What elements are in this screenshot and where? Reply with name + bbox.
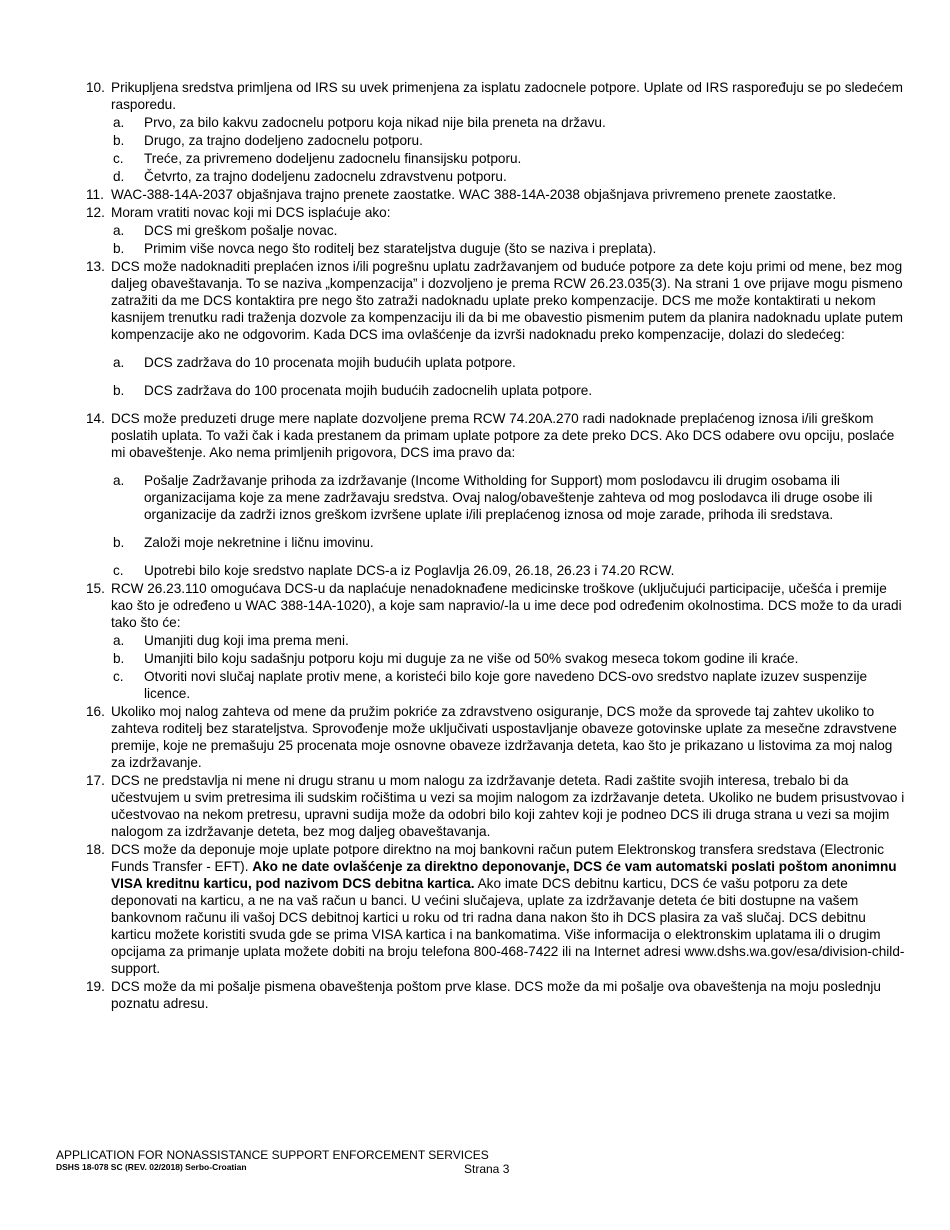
item-number: 13. [86,259,105,274]
form-title: APPLICATION FOR NONASSISTANCE SUPPORT ENFORCEMENT SERVICES [56,1148,489,1162]
item-text: DCS ne predstavlja ni mene ni drugu stranu u mom nalogu za izdržavanje deteta. Radi zaštite svojih interesa, trebalo bi da učestvujem u svim pretresima ili sudskim ročištima u vezi sa mojim nalogom za izdržavanje deteta. Ukoliko ne budem prisustvovao i učestvovao na nekom pretresu, upravni sudija može da odobri bilo koji zahtev koji je podneo DCS ili druga strana u vezi sa mojim nalogom za izdržavanje deteta, bez mog daljeg obaveštavanja. [111,773,905,839]
bold-notice: Ako ne date ovlašćenje za direktno deponovanje, DCS će vam automatski poslati poštom anonimnu VISA kreditnu karticu, pod nazivom DCS debitna kartica. [111,859,897,891]
item-number: 19. [86,979,105,994]
list-item-11 [86,186,906,203]
sub-item: b. Drugo, za trajno dodeljeno zadocnelu potporu. [113,133,423,148]
list-item-19 [86,978,906,1012]
page-number: Strana 3 [464,1162,510,1176]
sub-item: a. DCS zadržava do 10 procenata mojih budućih uplata potpore. [113,355,516,370]
item-number: 11. [86,187,104,202]
sub-item: a. DCS mi greškom pošalje novac. [113,223,338,238]
item-text: DCS može da mi pošalje pismena obaveštenja poštom prve klase. DCS može da mi pošalje ova obaveštenja na moju poslednju poznatu adresu. [111,979,881,1011]
item-text: Ukoliko moj nalog zahteva od mene da pružim pokriće za zdravstveno osiguranje, DCS može da sprovede taj zahtev ukoliko to zahteva roditelj bez starateljstva. Sprovođenje može uključivati uspostavljanje obaveze gotovinske uplate za mesečne zdravstvene premije, koje ne premašuju 25 procenata moje osnovne obaveze izdržavanja deteta, kao što je prikazano u listovima za moj nalog za izdržavanje. [111,704,897,770]
item-text: WAC-388-14A-2037 objašnjava trajno prenete zaostatke. WAC 388-14A-2038 objašnjava privremeno prenete zaostatke. [111,187,837,202]
item-number: 12. [86,205,105,220]
sub-item: c. Upotrebi bilo koje sredstvo naplate DCS-a iz Poglavlja 26.09, 26.18, 26.23 i 74.20 RCW. [113,563,675,578]
sub-item: c. Otvoriti novi slučaj naplate protiv mene, a koristeći bilo koje gore navedeno DCS-ovo sredstvo naplate izuzev suspenzije licence. [113,669,868,701]
sub-item: b. Umanjiti bilo koju sadašnju potporu koju mi duguje za ne više od 50% svakog meseca tokom godine ili kraće. [113,651,799,666]
item-text: DCS može preduzeti druge mere naplate dozvoljene prema RCW 74.20A.270 radi nadoknade preplaćenog iznosa i/ili greškom poslatih uplata. To važi čak i kada prestanem da primam uplate potpore za dete preko DCS. Ako DCS odabere ovu opciju, poslaće mi obaveštenje. Ako nema primljenih prigovora, DCS ima pravo da: [111,411,895,460]
sub-item: c. Treće, za privremeno dodeljenu zadocnelu finansijsku potporu. [113,151,522,166]
item-number: 14. [86,411,105,426]
page-footer [56,1148,656,1173]
sub-item: a. Pošalje Zadržavanje prihoda za izdržavanje (Income Witholding for Support) mom poslodavcu ili drugim osobama ili organizacijama koje za mene zadržavaju sredstva. Ovaj nalog/obaveštenje zahteva od mog poslodavca ili druge osobe ili organizacije da zadrži iznos greškom izvršene uplate i/ili preplaćenog iznosa od moje zarade, prihoda ili sredstava. [113,473,873,522]
list-item-18 [86,841,906,977]
item-text: DCS može da deponuje moje uplate potpore direktno na moj bankovni račun putem Elektronskog transfera sredstava (Electronic Funds Transfer - EFT). Ako ne date ovlašćenje za direktno deponovanje, DCS će vam automatski poslati poštom anonimnu VISA kreditnu karticu, pod nazivom DCS debitna kartica. Ako imate DCS debitnu karticu, DCS će vašu potporu za dete deponovati na karticu, a ne na vaš račun u banci. U većini slučajeva, uplate za izdržavanje deteta će biti dostupne na vašem bankovnom računu ili vašoj DCS debitnoj kartici u roku od tri radna dana nakon što ih DCS plasira za vaš slučaj. DCS debitnu karticu možete koristiti svuda gde se prima VISA kartica i na bankomatima. Više informacija o elektronskim uplatama ili o drugim opcijama za primanje uplata možete dobiti na broju telefona 800-468-7422 ili na Internet adresi www.dshs.wa.gov/esa/division-child-support. [111,842,905,976]
list-item-14 [86,410,906,461]
item-text: DCS može nadoknaditi preplaćen iznos i/ili pogrešnu uplatu zadržavanjem od buduće potpore za dete koju primi od mene, bez mog daljeg obaveštavanja. To se naziva „kompenzacija” i dozvoljeno je prema RCW 26.23.035(3). Na strani 1 ove prijave mogu pismeno zatražiti da me DCS kontaktira pre nego što zatraži nadoknadu uplate preko kompenzacije. DCS me može kontaktirati u nekom kasnijem trenutku radi traženja dozvole za kompenzaciju ili da bi me obavestio pismenim putem da planira nadoknadu uplate putem kompenzacije ako ne odgovorim. Kada DCS ima ovlašćenje da izvrši nadoknadu preko kompenzacije, dolazi do sledećeg: [111,259,903,342]
list-item-12 [86,204,906,221]
numbered-list [86,79,906,1012]
item-text: Prikupljena sredstva primljena od IRS su uvek primenjena za isplatu zadocnele potpore. Uplate od IRS raspoređuju se po sledećem rasporedu. [111,80,903,112]
item-text: Moram vratiti novac koji mi DCS isplaćuje ako: [111,205,391,220]
list-item-15 [86,580,906,631]
list-item-16 [86,703,906,771]
sub-item: a. Umanjiti dug koji ima prema meni. [113,633,349,648]
list-item-13 [86,258,906,343]
item-number: 18. [86,842,105,857]
item-text: RCW 26.23.110 omogućava DCS-u da naplaćuje nenadoknađene medicinske troškove (uključujući participacije, učešća i premije kao što je određeno u WAC 388-14A-1020), a koje sam napravio/-la u ime dece pod određenim okolnostima. DCS može to da uradi tako što će: [111,581,902,630]
sub-item: b. DCS zadržava do 100 procenata mojih budućih zadocnelih uplata potpore. [113,383,593,398]
item-number: 16. [86,704,105,719]
list-item-10 [86,79,906,113]
list-item-17 [86,772,906,840]
item-number: 10. [86,80,105,95]
sub-item: b. Primim više novca nego što roditelj bez starateljstva duguje (što se naziva i preplata). [113,241,657,256]
sub-item: a. Prvo, za bilo kakvu zadocnelu potporu koja nikad nije bila preneta na državu. [113,115,606,130]
sub-item: d. Četvrto, za trajno dodeljenu zadocnelu zdravstvenu potporu. [113,169,507,184]
form-id: DSHS 18-078 SC (REV. 02/2018) Serbo-Croatian [56,1162,247,1172]
item-number: 17. [86,773,105,788]
item-number: 15. [86,581,105,596]
sub-item: b. Založi moje nekretnine i ličnu imovinu. [113,535,374,550]
